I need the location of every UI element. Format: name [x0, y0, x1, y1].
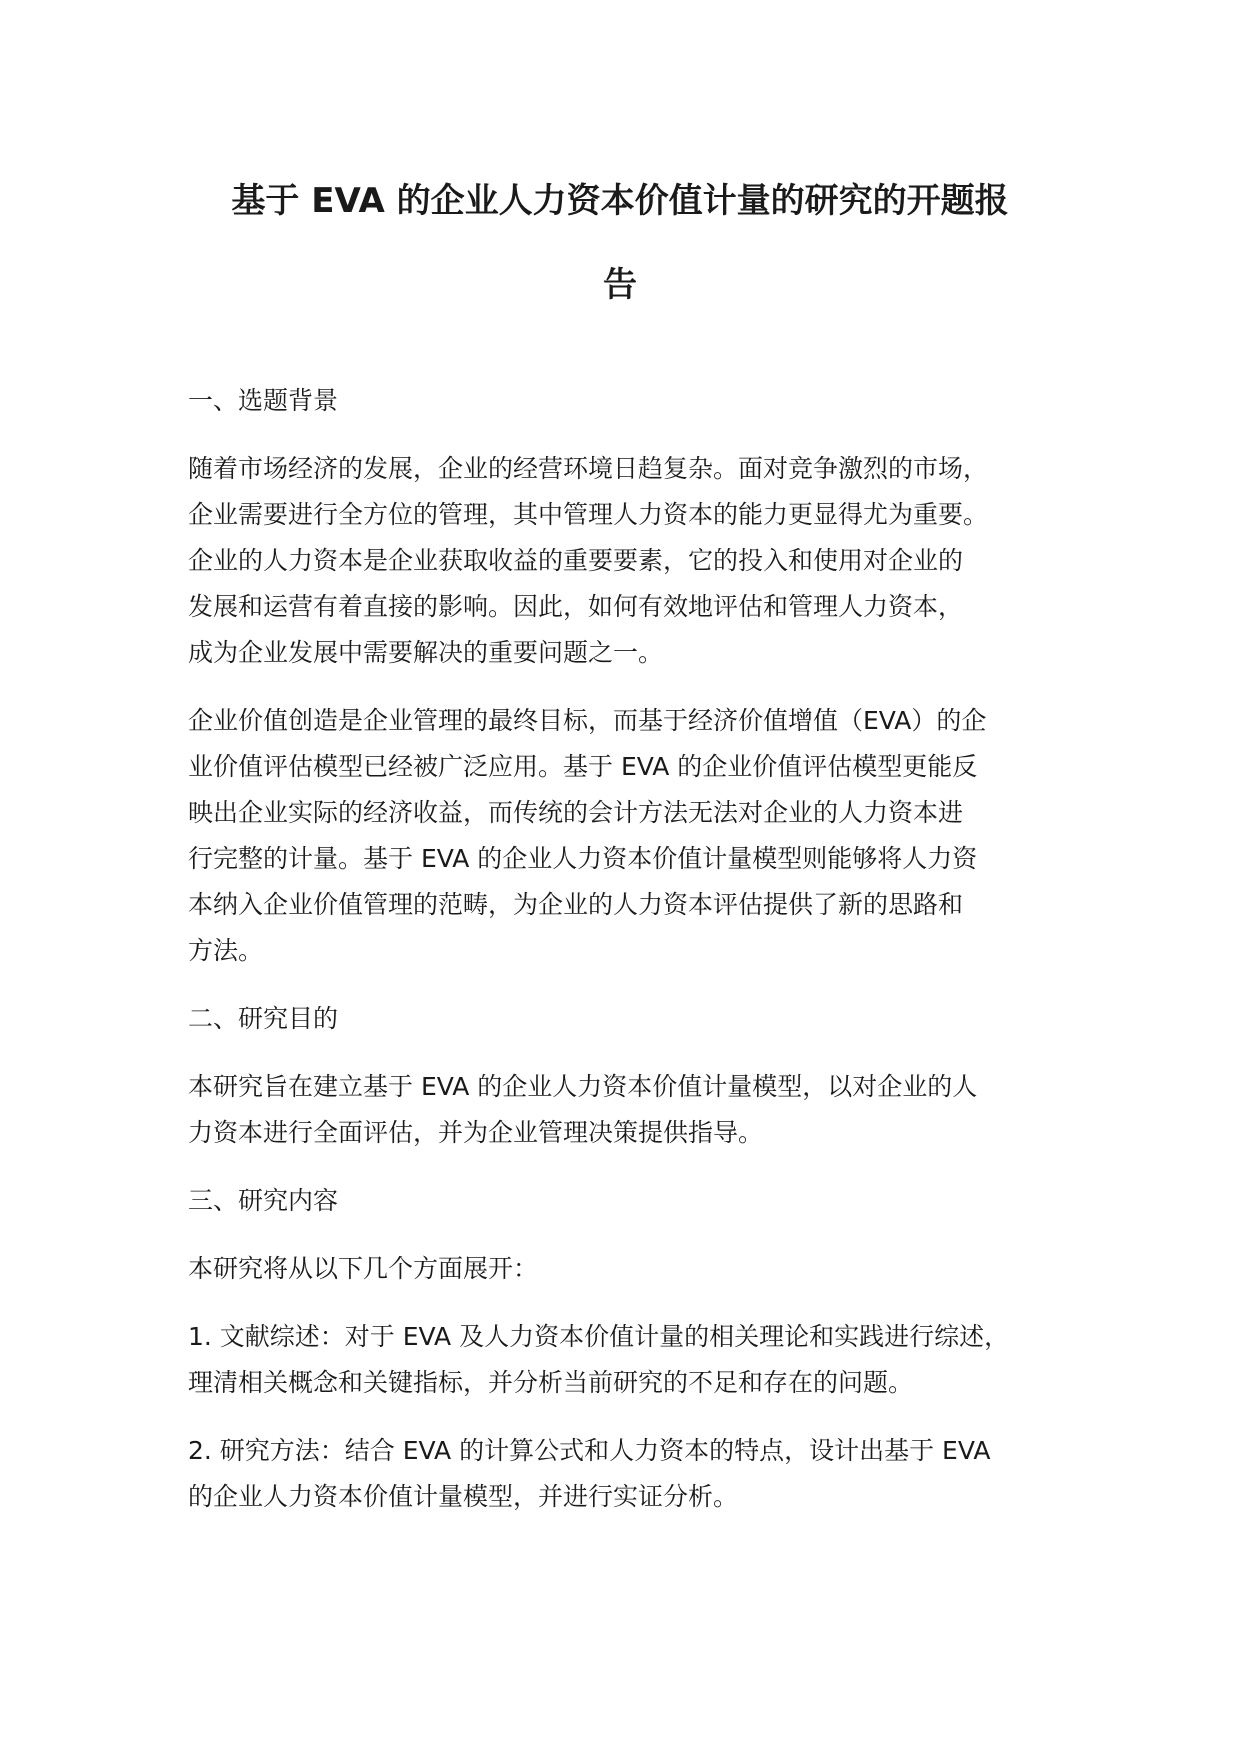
text-line: 业价值评估模型已经被广泛应用。基于 EVA 的企业价值评估模型更能反	[188, 752, 978, 781]
text-line: 2. 研究方法：结合 EVA 的计算公式和人力资本的特点，设计出基于 EVA	[188, 1436, 991, 1465]
text-line: 发展和运营有着直接的影响。因此，如何有效地评估和管理人力资本，	[188, 592, 964, 621]
text-line: 企业的人力资本是企业获取收益的重要要素，它的投入和使用对企业的	[188, 546, 964, 575]
text-line: 的企业人力资本价值计量模型，并进行实证分析。	[188, 1482, 739, 1511]
text-line: 力资本进行全面评估，并为企业管理决策提供指导。	[188, 1118, 764, 1147]
section-heading-purpose: 二、研究目的	[188, 1004, 339, 1033]
text-line: 随着市场经济的发展，企业的经营环境日趋复杂。面对竞争激烈的市场，	[188, 454, 989, 483]
list-item-literature-review	[188, 1314, 1088, 1406]
text-line: 1. 文献综述：对于 EVA 及人力资本价值计量的相关理论和实践进行综述，	[188, 1322, 1010, 1351]
text-line: 企业需要进行全方位的管理，其中管理人力资本的能力更显得尤为重要。	[188, 500, 989, 529]
text-line: 企业价值创造是企业管理的最终目标，而基于经济价值增值（EVA）的企	[188, 706, 987, 735]
document-title-line-2: 告	[603, 265, 637, 305]
text-line: 方法。	[188, 936, 264, 965]
text-line: 理清相关概念和关键指标，并分析当前研究的不足和存在的问题。	[188, 1368, 914, 1397]
text-line: 行完整的计量。基于 EVA 的企业人力资本价值计量模型则能够将人力资	[188, 844, 978, 873]
text-line: 本纳入企业价值管理的范畴，为企业的人力资本评估提供了新的思路和	[188, 890, 964, 919]
document-body	[188, 378, 1088, 1542]
paragraph-background-1	[188, 446, 1088, 676]
paragraph-background-2	[188, 698, 1088, 974]
text-line: 本研究旨在建立基于 EVA 的企业人力资本价值计量模型，以对企业的人	[188, 1072, 978, 1101]
document-title-line-1: 基于 EVA 的企业人力资本价值计量的研究的开题报	[231, 181, 1009, 221]
text-line: 映出企业实际的经济收益，而传统的会计方法无法对企业的人力资本进	[188, 798, 964, 827]
paragraph-content-intro: 本研究将从以下几个方面展开：	[188, 1254, 539, 1283]
paragraph-purpose	[188, 1064, 1088, 1156]
section-heading-background: 一、选题背景	[188, 386, 339, 415]
text-line: 成为企业发展中需要解决的重要问题之一。	[188, 638, 664, 667]
section-heading-content: 三、研究内容	[188, 1186, 339, 1215]
list-item-research-method	[188, 1428, 1088, 1520]
